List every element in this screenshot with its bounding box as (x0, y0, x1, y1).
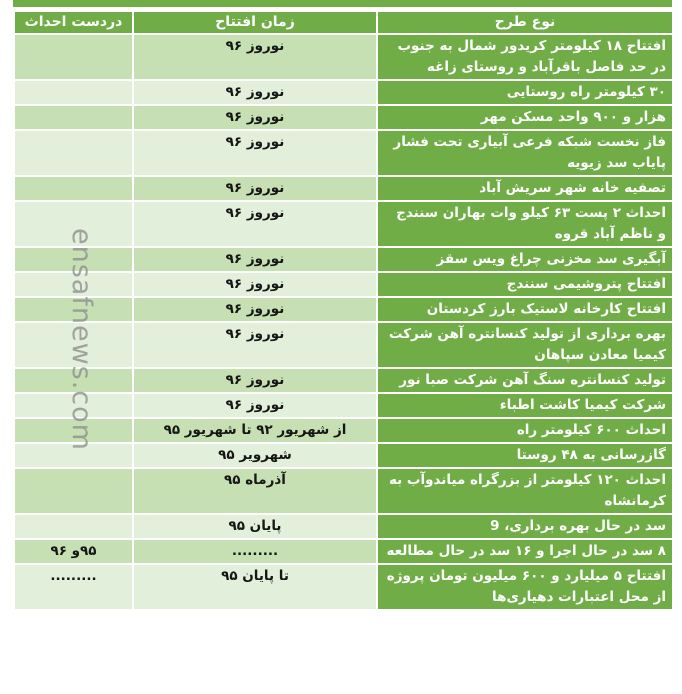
opening-time-cell: نوروز ۹۶ (133, 105, 377, 130)
under-construction-cell (14, 201, 133, 247)
table-row (14, 564, 673, 610)
table-row (14, 297, 673, 322)
project-name-cell: افتتاح ۱۸ کیلومتر کریدور شمال به جنوب در حد فاصل باقرآباد و روستای زاغه (377, 34, 673, 80)
table-row (14, 80, 673, 105)
opening-time-cell: نوروز ۹۶ (133, 80, 377, 105)
under-construction-cell (14, 418, 133, 443)
opening-time-cell: نوروز ۹۶ (133, 247, 377, 272)
opening-time-cell: نوروز ۹۶ (133, 272, 377, 297)
table-row (14, 368, 673, 393)
under-construction-cell (14, 130, 133, 176)
table-row (14, 272, 673, 297)
under-construction-cell (14, 514, 133, 539)
header-opening-time: زمان افتتاح (133, 11, 377, 34)
table-row (14, 34, 673, 80)
under-construction-cell (14, 468, 133, 514)
table-row (14, 468, 673, 514)
watermark: ensafnews.com (66, 228, 97, 451)
table-row (14, 201, 673, 247)
under-construction-cell (14, 368, 133, 393)
header-under-construction: دردست احداث (14, 11, 133, 34)
under-construction-cell (14, 297, 133, 322)
under-construction-cell (14, 322, 133, 368)
project-name-cell: احداث ۲ پست ۶۳ کیلو وات بهاران سنندج و ناظم آباد قروه (377, 201, 673, 247)
project-name-cell: سد در حال بهره برداری، 9 (377, 514, 673, 539)
project-name-cell: تولید کنسانتره سنگ آهن شرکت صبا نور (377, 368, 673, 393)
opening-time-cell: نوروز ۹۶ (133, 368, 377, 393)
table-row (14, 176, 673, 201)
opening-time-cell: نوروز ۹۶ (133, 393, 377, 418)
project-name-cell: افتتاح ۵ میلیارد و ۶۰۰ میلیون تومان پروژه از محل اعتبارات دهیاری‌ها (377, 564, 673, 610)
header-project-type: نوع طرح (377, 11, 673, 34)
table-row (14, 443, 673, 468)
under-construction-cell (14, 393, 133, 418)
table-header (14, 11, 673, 34)
table-body (14, 34, 673, 610)
opening-time-cell: نوروز ۹۶ (133, 176, 377, 201)
opening-time-cell: پایان ۹۵ (133, 514, 377, 539)
opening-time-cell: نوروز ۹۶ (133, 34, 377, 80)
project-name-cell: افتتاح کارخانه لاستیک بارز کردستان (377, 297, 673, 322)
under-construction-cell (14, 105, 133, 130)
opening-time-cell: نوروز ۹۶ (133, 322, 377, 368)
opening-time-cell: نوروز ۹۶ (133, 130, 377, 176)
project-name-cell: فاز نخست شبکه فرعی آبیاری تحت فشار پایاب سد زیویه (377, 130, 673, 176)
under-construction-cell: ......... (14, 564, 133, 610)
top-green-strip (13, 0, 672, 7)
project-name-cell: شرکت کیمیا کاشت اطباء (377, 393, 673, 418)
opening-time-cell: از شهریور ۹۲ تا شهریور ۹۵ (133, 418, 377, 443)
opening-time-cell: نوروز ۹۶ (133, 297, 377, 322)
project-name-cell: بهره برداری از تولید کنسانتره آهن شرکت کیمیا معادن سپاهان (377, 322, 673, 368)
table-row (14, 105, 673, 130)
table-row (14, 130, 673, 176)
under-construction-cell (14, 80, 133, 105)
under-construction-cell (14, 247, 133, 272)
project-name-cell: ۸ سد در حال اجرا و ۱۶ سد در حال مطالعه (377, 539, 673, 564)
project-name-cell: ۳۰ کیلومتر راه روستایی (377, 80, 673, 105)
table-row (14, 514, 673, 539)
table-row (14, 322, 673, 368)
project-name-cell: تصفیه خانه شهر سریش آباد (377, 176, 673, 201)
opening-time-cell: شهرویر ۹۵ (133, 443, 377, 468)
table-row (14, 247, 673, 272)
table-row (14, 418, 673, 443)
project-name-cell: آبگیری سد مخزنی چراغ ویس سقز (377, 247, 673, 272)
opening-time-cell: آذرماه ۹۵ (133, 468, 377, 514)
under-construction-cell (14, 443, 133, 468)
under-construction-cell: ۹۵و ۹۶ (14, 539, 133, 564)
projects-table (13, 10, 674, 611)
project-name-cell: احداث ۶۰۰ کیلومتر راه (377, 418, 673, 443)
table-row (14, 393, 673, 418)
table-row (14, 539, 673, 564)
opening-time-cell: ......... (133, 539, 377, 564)
project-name-cell: افتتاح پتروشیمی سنندج (377, 272, 673, 297)
under-construction-cell (14, 34, 133, 80)
opening-time-cell: تا پایان ۹۵ (133, 564, 377, 610)
under-construction-cell (14, 176, 133, 201)
project-name-cell: احداث ۱۲۰ کیلومتر از بزرگراه میاندوآب به کرمانشاه (377, 468, 673, 514)
project-name-cell: هزار و ۹۰۰ واحد مسکن مهر (377, 105, 673, 130)
header-row (14, 11, 673, 34)
project-name-cell: گازرسانی به ۴۸ روستا (377, 443, 673, 468)
opening-time-cell: نوروز ۹۶ (133, 201, 377, 247)
under-construction-cell (14, 272, 133, 297)
